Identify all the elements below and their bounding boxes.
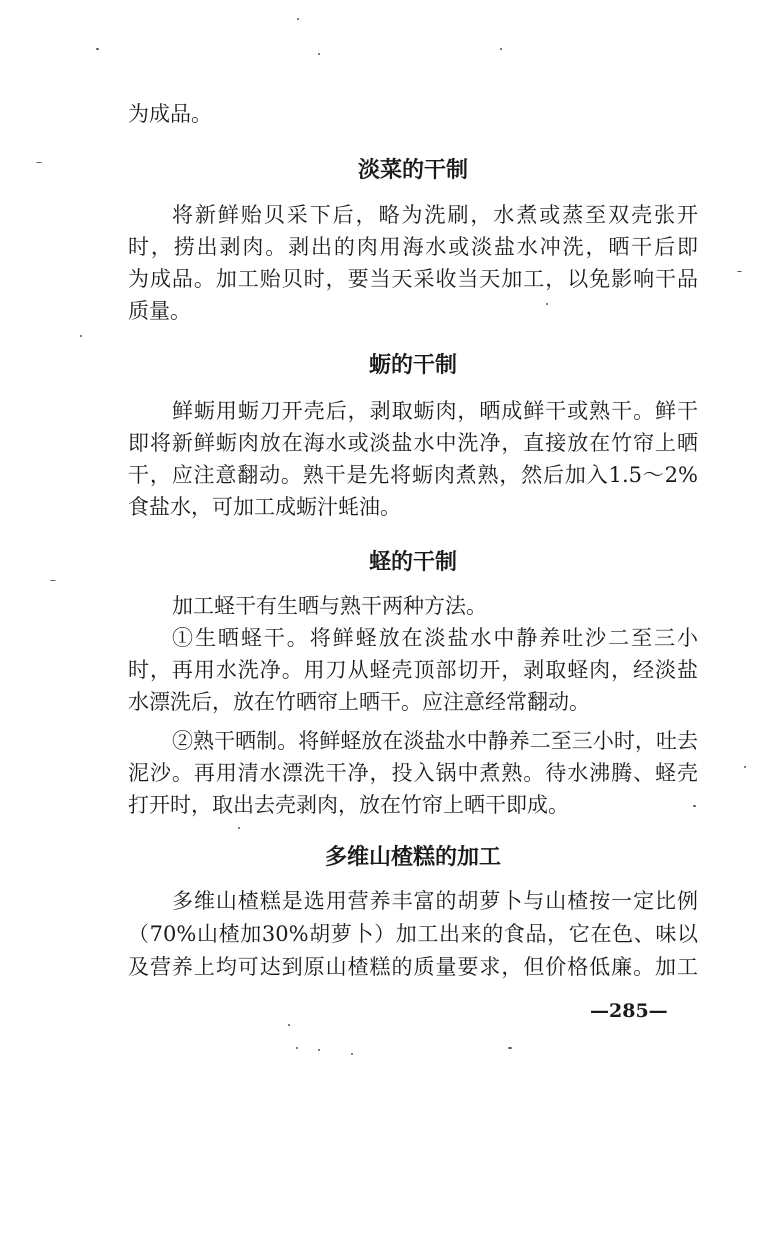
scan-speck: [288, 1024, 290, 1026]
section-heading-hawthorn-cake: 多维山楂糕的加工: [324, 844, 501, 870]
paragraph-line: 鲜蛎用蛎刀开壳后，剥取蛎肉，晒成鲜干或熟干。鲜干: [172, 399, 698, 423]
scan-speck: [297, 18, 299, 20]
paragraph-line: （70%山楂加30%胡萝卜）加工出来的食品，它在色、味以: [128, 922, 698, 946]
scan-speck: [50, 580, 56, 581]
scan-speck: [318, 1049, 320, 1051]
paragraph-line: 及营养上均可达到原山楂糕的质量要求，但价格低廉。加工: [128, 955, 698, 979]
paragraph-line: 食盐水，可加工成蛎汁蚝油。: [128, 495, 401, 519]
paragraph-line: ①生晒蛏干。将鲜蛏放在淡盐水中静养吐沙二至三小: [172, 626, 698, 650]
section-heading-mussel: 淡菜的干制: [357, 157, 468, 183]
scan-speck: [36, 162, 42, 163]
section-heading-razor-clam: 蛏的干制: [368, 549, 457, 575]
scan-speck: [238, 827, 240, 829]
paragraph-line: 打开时，取出去壳剥肉，放在竹帘上晒干即成。: [128, 793, 569, 817]
paragraph-line: 干，应注意翻动。熟干是先将蛎肉煮熟，然后加入1.5～2%: [128, 463, 698, 487]
paragraph-line: 时，捞出剥肉。剥出的肉用海水或淡盐水冲洗，晒干后即: [128, 235, 698, 259]
scan-speck: [737, 271, 742, 272]
paragraph-line: 加工蛏干有生晒与熟干两种方法。: [172, 594, 487, 618]
scan-speck: [296, 1047, 298, 1049]
top-fragment: 为成品。: [128, 102, 212, 126]
page-number: —285—: [590, 1000, 668, 1022]
scan-speck: [80, 335, 82, 337]
scan-speck: [744, 766, 746, 768]
paragraph-line: 为成品。加工贻贝时，要当天采收当天加工，以免影响干品: [128, 267, 698, 291]
scan-speck: [318, 53, 320, 55]
scan-speck: [546, 303, 548, 305]
section-heading-oyster: 蛎的干制: [368, 352, 457, 378]
scan-speck: [351, 1053, 353, 1055]
scan-speck: [693, 805, 696, 807]
paragraph-line: 水漂洗后，放在竹晒帘上晒干。应注意经常翻动。: [128, 690, 590, 714]
scan-speck: [96, 48, 99, 50]
scan-speck: [500, 48, 502, 50]
scan-speck: [508, 1047, 512, 1049]
paragraph-line: 泥沙。再用清水漂洗干净，投入锅中煮熟。待水沸腾、蛏壳: [128, 761, 698, 785]
paragraph-line: 多维山楂糕是选用营养丰富的胡萝卜与山楂按一定比例: [172, 889, 698, 913]
paragraph-line: ②熟干晒制。将鲜蛏放在淡盐水中静养二至三小时，吐去: [172, 729, 698, 753]
paragraph-line: 时，再用水洗净。用刀从蛏壳顶部切开，剥取蛏肉，经淡盐: [128, 658, 698, 682]
paragraph-line: 将新鲜贻贝采下后，略为洗刷，水煮或蒸至双壳张开: [172, 203, 698, 227]
paragraph-line: 质量。: [128, 299, 191, 323]
paragraph-line: 即将新鲜蛎肉放在海水或淡盐水中洗净，直接放在竹帘上晒: [128, 431, 698, 455]
